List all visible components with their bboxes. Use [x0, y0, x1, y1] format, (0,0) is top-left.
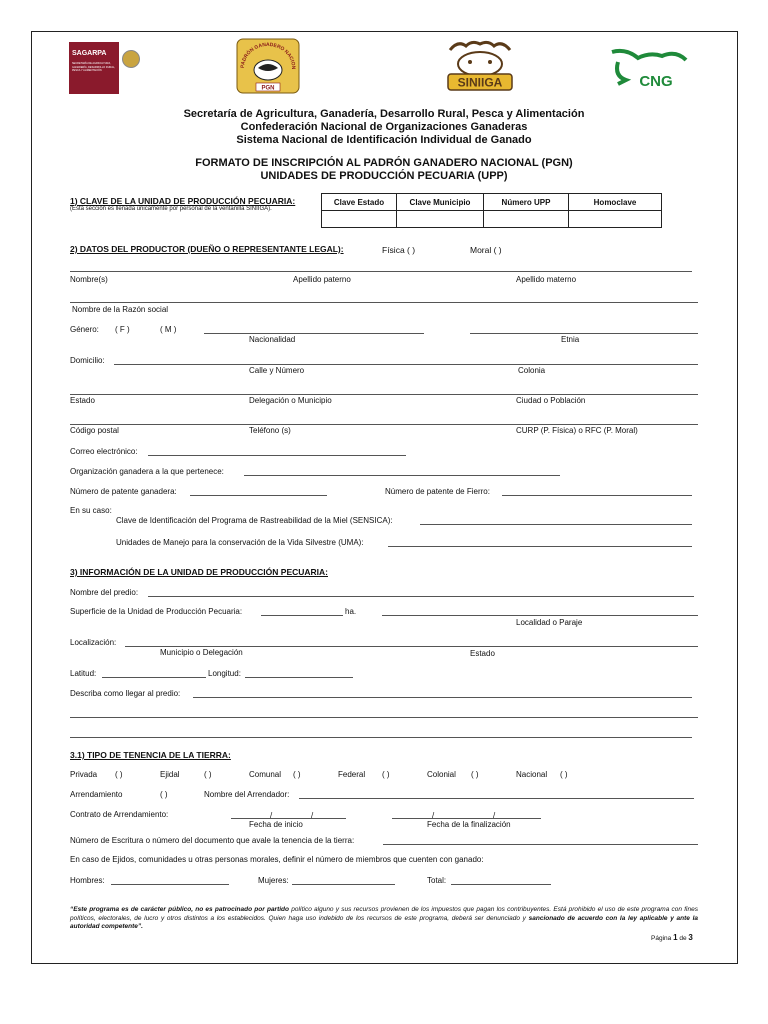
- nombre-field[interactable]: [70, 271, 692, 272]
- section-31-title: 3.1) TIPO DE TENENCIA DE LA TIERRA:: [70, 750, 231, 760]
- cp-field[interactable]: [70, 424, 698, 425]
- mujeres-label: Mujeres:: [258, 876, 289, 885]
- clave-estado-header: Clave Estado: [322, 194, 397, 211]
- sagarpa-logo: SAGARPA SECRETARÍA DE AGRICULTURA, GANADERÍA, DESARROLLO RURAL, PESCA Y ALIMENTACIÓN: [69, 42, 141, 94]
- localidad-field[interactable]: [382, 615, 698, 616]
- localizacion-label: Localización:: [70, 638, 117, 647]
- cng-logo: [608, 44, 688, 92]
- organizacion-label: Organización ganadera a la que pertenece:: [70, 467, 224, 476]
- header-line-2: Confederación Nacional de Organizaciones Ganaderas: [240, 121, 528, 133]
- predio-label: Nombre del predio:: [70, 588, 139, 597]
- section-1-note: (Esta sección es llenada únicamente por personal de la ventanilla SINIIGA).: [70, 206, 272, 212]
- domicilio-field[interactable]: [114, 364, 698, 365]
- fecha-inicio-sep-1: /: [270, 811, 273, 820]
- escritura-label: Número de Escritura o número del documento que avale la tenencia de la tierra:: [70, 836, 355, 845]
- describa-field-2[interactable]: [70, 717, 698, 718]
- page-prefix: Página: [651, 935, 672, 942]
- clave-estado-field[interactable]: [322, 211, 397, 228]
- privada-label: Privada: [70, 770, 98, 779]
- apellido-paterno-label: Apellido paterno: [293, 275, 351, 284]
- arrendador-label: Nombre del Arrendador:: [204, 790, 290, 799]
- svg-text:PADRÓN GANADERO NACIONAL: PADRÓN GANADERO NACION: [239, 41, 297, 70]
- describa-field-3[interactable]: [70, 737, 692, 738]
- en-su-caso-label: En su caso:: [70, 506, 112, 515]
- legal-disclaimer: [70, 906, 698, 932]
- total-label: Total:: [427, 876, 447, 885]
- pgn-logo: [236, 38, 300, 94]
- superficie-label: Superficie de la Unidad de Producción Pecuaria:: [70, 607, 243, 616]
- estado-predio-label: Estado: [470, 649, 495, 658]
- section-1-title: 1) CLAVE DE LA UNIDAD DE PRODUCCIÓN PECUARIA:: [70, 196, 296, 206]
- homoclave-header: Homoclave: [569, 194, 662, 211]
- contrato-label: Contrato de Arrendamiento:: [70, 810, 169, 819]
- ejidal-checkbox[interactable]: ( ): [204, 770, 212, 779]
- ha-label: ha.: [345, 607, 357, 616]
- localidad-label: Localidad o Paraje: [516, 618, 583, 627]
- describa-label: Describa como llegar al predio:: [70, 689, 181, 698]
- colonial-checkbox[interactable]: ( ): [471, 770, 479, 779]
- uma-label: Unidades de Manejo para la conservación de la Vida Silvestre (UMA):: [116, 538, 364, 547]
- svg-text:SINIIGA: SINIIGA: [457, 75, 503, 90]
- ciudad-label: Ciudad o Población: [516, 396, 586, 405]
- patente-label: Número de patente ganadera:: [70, 487, 177, 496]
- fecha-fin-sep-1: /: [432, 811, 435, 820]
- page-current: 1: [673, 933, 678, 942]
- nacional-label: Nacional: [516, 770, 548, 779]
- disclaimer-bold-1: “Este programa es de carácter público, no es patrocinado por partido: [70, 906, 289, 913]
- sensica-field[interactable]: [420, 524, 692, 525]
- svg-text:CNG: CNG: [639, 73, 673, 90]
- ejidal-label: Ejidal: [160, 770, 180, 779]
- predio-field[interactable]: [148, 596, 694, 597]
- razon-social-label: Nombre de la Razón social: [72, 305, 169, 314]
- latitud-field[interactable]: [102, 677, 206, 678]
- etnia-label: Etnia: [561, 335, 580, 344]
- etnia-field[interactable]: [470, 333, 698, 334]
- telefono-label: Teléfono (s): [249, 426, 291, 435]
- fecha-fin-sep-2: /: [493, 811, 496, 820]
- arrendamiento-label: Arrendamiento: [70, 790, 123, 799]
- sensica-label: Clave de Identificación del Programa de Rastreabilidad de la Miel (SENSICA):: [116, 516, 393, 525]
- estado-field[interactable]: [70, 394, 698, 395]
- nacionalidad-field[interactable]: [204, 333, 424, 334]
- numero-upp-header: Número UPP: [484, 194, 569, 211]
- federal-checkbox[interactable]: ( ): [382, 770, 390, 779]
- total-field[interactable]: [451, 884, 551, 885]
- superficie-field[interactable]: [261, 615, 343, 616]
- delegacion-label: Delegación o Municipio: [249, 396, 332, 405]
- comunal-label: Comunal: [249, 770, 282, 779]
- localizacion-field[interactable]: [125, 646, 698, 647]
- municipio-label: Municipio o Delegación: [160, 648, 243, 657]
- longitud-label: Longitud:: [208, 669, 241, 678]
- clave-municipio-header: Clave Municipio: [397, 194, 484, 211]
- svg-text:PGN: PGN: [261, 85, 275, 92]
- patente-field[interactable]: [190, 495, 327, 496]
- latitud-label: Latitud:: [70, 669, 97, 678]
- comunal-checkbox[interactable]: ( ): [293, 770, 301, 779]
- federal-label: Federal: [338, 770, 366, 779]
- ejidos-label: En caso de Ejidos, comunidades u otras personas morales, definir el número de miembros que cuenten con ganado:: [70, 855, 484, 864]
- homoclave-field[interactable]: [569, 211, 662, 228]
- escritura-field[interactable]: [383, 844, 698, 845]
- nacionalidad-label: Nacionalidad: [249, 335, 296, 344]
- fecha-inicio-label: Fecha de inicio: [249, 820, 303, 829]
- moral-checkbox[interactable]: Moral ( ): [470, 245, 502, 255]
- header-line-3: Sistema Nacional de Identificación Individual de Ganado: [236, 134, 532, 146]
- siniiga-logo: [440, 40, 520, 92]
- section-2-title: 2) DATOS DEL PRODUCTOR (DUEÑO O REPRESENTANTE LEGAL):: [70, 244, 344, 254]
- domicilio-label: Domicilio:: [70, 356, 105, 365]
- genero-label: Género:: [70, 325, 99, 334]
- colonia-label: Colonia: [518, 366, 546, 375]
- nombres-label: Nombre(s): [70, 275, 108, 284]
- fecha-inicio-field[interactable]: [231, 818, 346, 819]
- disclaimer-text: político alguno y sus recursos provienen de los impuestos que pagan los contribuyentes. Está prohibido el uso de este programa con fines políticos, electorales, de lucro y otros distintos a los establecidos. Quien haga uso indebido de los recursos de este programa, deberá ser denunciado y: [70, 906, 698, 922]
- describa-field[interactable]: [193, 697, 692, 698]
- calle-label: Calle y Número: [249, 366, 305, 375]
- fecha-inicio-sep-2: /: [311, 811, 314, 820]
- colonial-label: Colonial: [427, 770, 456, 779]
- estado-label: Estado: [70, 396, 95, 405]
- page-number: [651, 933, 693, 942]
- cp-label: Código postal: [70, 426, 119, 435]
- arrendamiento-checkbox[interactable]: ( ): [160, 790, 168, 799]
- longitud-field[interactable]: [245, 677, 353, 678]
- form-title-2: UNIDADES DE PRODUCCIÓN PECUARIA (UPP): [260, 170, 508, 182]
- header-line-1: Secretaría de Agricultura, Ganadería, Desarrollo Rural, Pesca y Alimentación: [183, 108, 585, 120]
- clave-municipio-field[interactable]: [397, 211, 484, 228]
- fisica-checkbox[interactable]: Física ( ): [382, 245, 416, 255]
- clave-table: [321, 193, 662, 228]
- page-total: 3: [688, 933, 693, 942]
- correo-label: Correo electrónico:: [70, 447, 138, 456]
- genero-f-checkbox[interactable]: ( F ): [115, 325, 130, 334]
- organizacion-field[interactable]: [244, 475, 560, 476]
- mujeres-field[interactable]: [292, 884, 395, 885]
- section-3-title: 3) INFORMACIÓN DE LA UNIDAD DE PRODUCCIÓN PECUARIA:: [70, 567, 328, 577]
- disclaimer-bold-2: sancionado de acuerdo con la ley aplicable y ante la autoridad competente”.: [70, 914, 698, 930]
- fierro-field[interactable]: [502, 495, 692, 496]
- fierro-label: Número de patente de Fierro:: [385, 487, 490, 496]
- fecha-fin-label: Fecha de la finalización: [427, 820, 511, 829]
- hombres-field[interactable]: [111, 884, 229, 885]
- page-of: de: [679, 935, 687, 942]
- fecha-fin-field[interactable]: [392, 818, 541, 819]
- correo-field[interactable]: [148, 455, 406, 456]
- privada-checkbox[interactable]: ( ): [115, 770, 123, 779]
- arrendador-field[interactable]: [299, 798, 694, 799]
- nacional-checkbox[interactable]: ( ): [560, 770, 568, 779]
- numero-upp-field[interactable]: [484, 211, 569, 228]
- form-title-1: FORMATO DE INSCRIPCIÓN AL PADRÓN GANADERO NACIONAL (PGN): [195, 157, 573, 169]
- genero-m-checkbox[interactable]: ( M ): [160, 325, 177, 334]
- curp-label: CURP (P. Física) o RFC (P. Moral): [516, 426, 638, 435]
- apellido-materno-label: Apellido materno: [516, 275, 577, 284]
- razon-social-field[interactable]: [70, 302, 698, 303]
- eagle-emblem-icon: [122, 50, 140, 68]
- uma-field[interactable]: [388, 546, 692, 547]
- hombres-label: Hombres:: [70, 876, 105, 885]
